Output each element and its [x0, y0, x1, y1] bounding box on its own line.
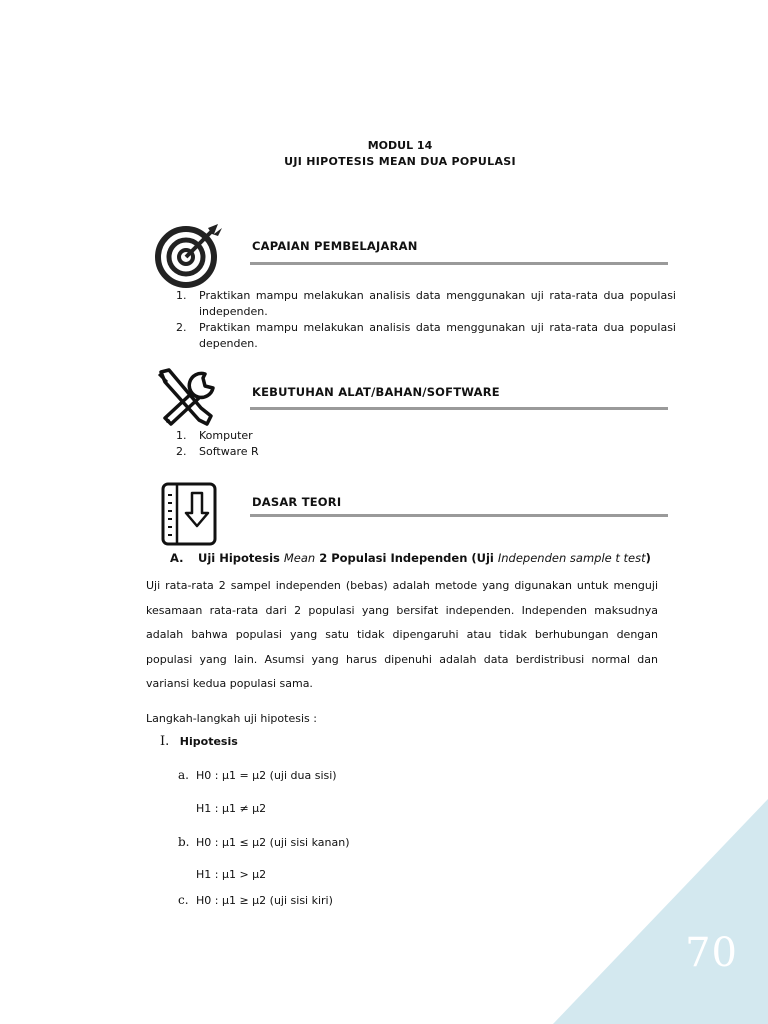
list-item: 1. Praktikan mampu melakukan analisis data menggunakan uji rata-rata dua populasi independen. — [176, 289, 676, 318]
list-item: 1. Komputer — [176, 429, 253, 442]
section-rule — [250, 514, 668, 517]
module-label: MODUL 14 — [367, 139, 433, 152]
module-title: UJI HIPOTESIS MEAN DUA POPULASI — [284, 155, 516, 168]
hypothesis-b-h0: b. H0 : µ1 ≤ µ2 (uji sisi kanan) — [178, 835, 350, 849]
section-rule — [250, 407, 668, 410]
section-heading-capaian: CAPAIAN PEMBELAJARAN — [252, 239, 418, 253]
list-item: 2. Software R — [176, 445, 259, 458]
subsection-title: A. Uji Hipotesis Mean 2 Populasi Independen (Uji Independen sample t test) — [170, 551, 651, 565]
section-heading-dasar: DASAR TEORI — [252, 495, 342, 509]
objectives-list — [176, 288, 676, 352]
section-heading-kebutuhan: KEBUTUHAN ALAT/BAHAN/SOFTWARE — [252, 385, 500, 399]
page-corner-decoration — [553, 799, 768, 1024]
section-rule — [250, 262, 668, 265]
target-icon — [152, 222, 224, 288]
list-item: 2. Praktikan mampu melakukan analisis data menggunakan uji rata-rata dua populasi dependen. — [176, 321, 676, 350]
step-hipotesis: I. Hipotesis — [160, 734, 238, 749]
hypothesis-a-h1: H1 : µ1 ≠ µ2 — [196, 802, 267, 815]
page-number: 70 — [685, 930, 738, 976]
hypothesis-a-h0: a. H0 : µ1 = µ2 (uji dua sisi) — [178, 768, 337, 782]
hypothesis-c-h0: c. H0 : µ1 ≥ µ2 (uji sisi kiri) — [178, 893, 333, 907]
book-download-icon — [160, 481, 220, 547]
steps-intro: Langkah-langkah uji hipotesis : — [146, 712, 317, 725]
requirements-list — [176, 428, 676, 460]
theory-paragraph: Uji rata-rata 2 sampel independen (bebas) adalah metode yang digunakan untuk menguji kesamaan rata-rata dari 2 populasi yang bersifat independen. Independen maksudnya adalah bahwa populasi yang satu tidak dipengaruhi atau tidak berhubungan dengan populasi yang lain. Asumsi yang harus dipenuhi adalah data berdistribusi normal dan variansi kedua populasi sama. — [146, 579, 658, 690]
hypothesis-b-h1: H1 : µ1 > µ2 — [196, 868, 267, 881]
tools-icon — [153, 368, 219, 428]
